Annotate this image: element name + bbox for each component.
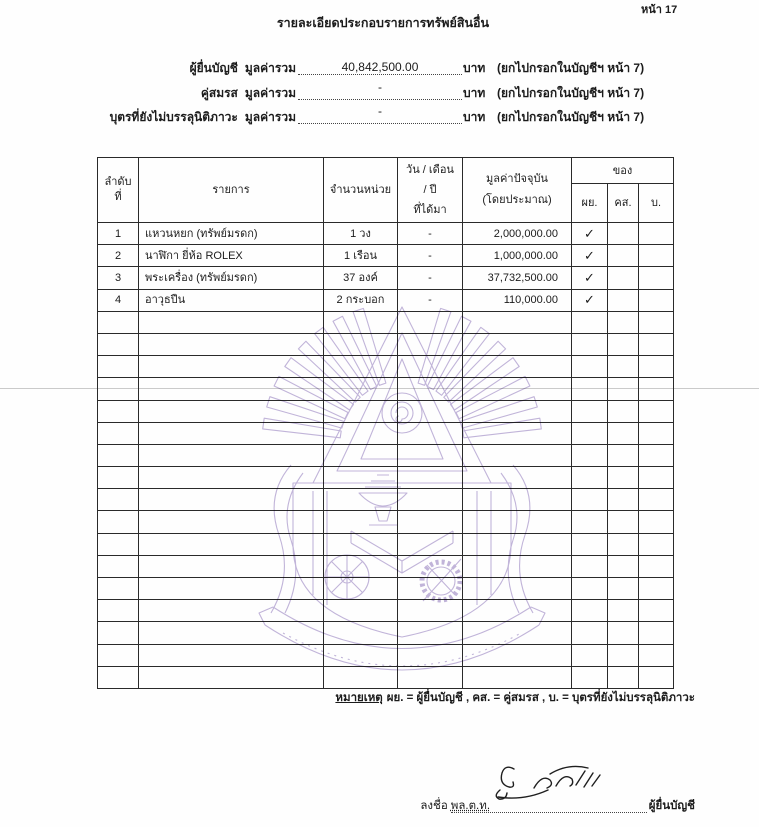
empty-cell (324, 644, 398, 666)
empty-cell (463, 422, 572, 444)
cell-item: นาฬิกา ยี่ห้อ ROLEX (139, 245, 324, 267)
empty-cell (463, 444, 572, 466)
empty-cell (324, 666, 398, 688)
header-owner-spouse: คส. (608, 184, 639, 223)
cell-quantity: 1 วง (324, 223, 398, 245)
handwritten-signature (490, 760, 605, 802)
total-value-field (298, 80, 462, 100)
empty-cell (139, 644, 324, 666)
cell-owner-child (639, 223, 674, 245)
empty-row (98, 644, 674, 666)
empty-cell (639, 422, 674, 444)
empty-cell (572, 533, 608, 555)
empty-cell (608, 444, 639, 466)
empty-cell (463, 644, 572, 666)
empty-cell (608, 666, 639, 688)
empty-cell (608, 511, 639, 533)
empty-cell (572, 444, 608, 466)
asset-row (98, 267, 674, 289)
cell-acquired-date: - (398, 223, 463, 245)
cell-no: 4 (98, 289, 139, 311)
holder-name: คู่สมรส (200, 86, 238, 100)
total-line-child (0, 104, 759, 128)
empty-cell (398, 356, 463, 378)
header-quantity (324, 158, 398, 223)
empty-cell (639, 533, 674, 555)
empty-cell (139, 511, 324, 533)
header-line: ที่ได้มา (413, 204, 447, 216)
empty-cell (572, 666, 608, 688)
empty-cell (98, 422, 139, 444)
empty-row (98, 400, 674, 422)
cell-owner-spouse (608, 289, 639, 311)
empty-cell (398, 311, 463, 333)
empty-cell (572, 511, 608, 533)
empty-cell (572, 644, 608, 666)
cell-owner-filer: ✓ (572, 245, 608, 267)
empty-cell (639, 333, 674, 355)
footnote-label: หมายเหตุ (335, 692, 383, 704)
empty-cell (572, 311, 608, 333)
empty-cell (639, 400, 674, 422)
total-holder-label (190, 61, 296, 75)
empty-cell (639, 511, 674, 533)
empty-cell (608, 600, 639, 622)
empty-cell (463, 333, 572, 355)
empty-cell (324, 511, 398, 533)
holder-name: บุตรที่ยังไม่บรรลุนิติภาวะ (109, 110, 238, 124)
empty-cell (608, 622, 639, 644)
empty-row (98, 356, 674, 378)
cell-no: 1 (98, 223, 139, 245)
empty-row (98, 555, 674, 577)
empty-cell (139, 600, 324, 622)
empty-cell (463, 511, 572, 533)
total-holder-label (110, 110, 296, 124)
empty-cell (463, 400, 572, 422)
empty-cell (139, 467, 324, 489)
empty-cell (324, 378, 398, 400)
empty-row (98, 467, 674, 489)
empty-cell (608, 533, 639, 555)
total-note: (ยกไปกรอกในบัญชีฯ หน้า 7) (497, 61, 645, 75)
empty-cell (398, 333, 463, 355)
empty-cell (463, 489, 572, 511)
total-note: (ยกไปกรอกในบัญชีฯ หน้า 7) (497, 86, 645, 100)
empty-cell (572, 489, 608, 511)
empty-cell (463, 622, 572, 644)
header-row (98, 158, 674, 184)
total-unit: บาท (463, 61, 486, 75)
asset-row (98, 289, 674, 311)
empty-cell (98, 555, 139, 577)
empty-cell (98, 444, 139, 466)
empty-cell (639, 578, 674, 600)
empty-cell (463, 600, 572, 622)
empty-cell (98, 378, 139, 400)
cell-owner-child (639, 245, 674, 267)
header-line: รายการ (212, 184, 250, 196)
sign-label: ลงชื่อ (420, 800, 448, 812)
cell-owner-filer: ✓ (572, 223, 608, 245)
empty-cell (608, 555, 639, 577)
document-title: รายละเอียดประกอบรายการทรัพย์สินอื่น (276, 16, 490, 30)
cell-owner-filer: ✓ (572, 289, 608, 311)
empty-cell (608, 378, 639, 400)
empty-row (98, 666, 674, 688)
header-line: วัน / เดือน (406, 164, 454, 176)
total-label: มูลค่ารวม (244, 110, 296, 124)
cell-acquired-date: - (398, 267, 463, 289)
total-value-field (298, 61, 462, 75)
empty-cell (639, 356, 674, 378)
empty-cell (398, 467, 463, 489)
empty-row (98, 489, 674, 511)
empty-cell (608, 333, 639, 355)
empty-row (98, 311, 674, 333)
empty-cell (139, 400, 324, 422)
empty-cell (398, 422, 463, 444)
cell-item: แหวนหยก (ทรัพย์มรดก) (139, 223, 324, 245)
empty-cell (324, 600, 398, 622)
empty-cell (463, 378, 572, 400)
empty-row (98, 378, 674, 400)
empty-cell (572, 400, 608, 422)
empty-cell (398, 622, 463, 644)
footnote-text: ผย. = ผู้ยื่นบัญชี , คส. = คู่สมรส , บ. = บุตรที่ยังไม่บรรลุนิติภาวะ (386, 692, 695, 704)
empty-cell (98, 489, 139, 511)
empty-cell (139, 622, 324, 644)
total-value: - (378, 80, 382, 94)
empty-cell (98, 356, 139, 378)
empty-cell (608, 467, 639, 489)
header-no (98, 158, 139, 223)
empty-cell (98, 333, 139, 355)
cell-acquired-date: - (398, 289, 463, 311)
empty-cell (98, 511, 139, 533)
empty-cell (572, 422, 608, 444)
empty-cell (572, 356, 608, 378)
empty-cell (639, 600, 674, 622)
asset-row (98, 223, 674, 245)
empty-cell (639, 467, 674, 489)
empty-cell (639, 555, 674, 577)
empty-cell (572, 555, 608, 577)
empty-cell (324, 333, 398, 355)
empty-cell (324, 489, 398, 511)
empty-cell (572, 333, 608, 355)
cell-current-value: 1,000,000.00 (463, 245, 572, 267)
empty-cell (398, 489, 463, 511)
cell-owner-spouse (608, 267, 639, 289)
header-line: จำนวนหน่วย (329, 184, 392, 196)
empty-cell (324, 400, 398, 422)
empty-row (98, 333, 674, 355)
empty-cell (324, 578, 398, 600)
empty-cell (572, 578, 608, 600)
empty-cell (398, 533, 463, 555)
total-line-spouse (0, 80, 759, 104)
empty-cell (139, 422, 324, 444)
cell-quantity: 1 เรือน (324, 245, 398, 267)
cell-quantity: 37 องค์ (324, 267, 398, 289)
total-line-filer (0, 61, 759, 79)
empty-cell (324, 555, 398, 577)
total-value: 40,842,500.00 (341, 60, 419, 74)
cell-current-value: 110,000.00 (463, 289, 572, 311)
empty-cell (98, 644, 139, 666)
empty-cell (398, 400, 463, 422)
empty-cell (608, 489, 639, 511)
empty-cell (139, 311, 324, 333)
page-number: หน้า 17 (641, 4, 678, 16)
empty-cell (139, 533, 324, 555)
cell-no: 2 (98, 245, 139, 267)
empty-cell (98, 533, 139, 555)
empty-row (98, 422, 674, 444)
empty-cell (608, 311, 639, 333)
empty-cell (98, 467, 139, 489)
empty-cell (139, 444, 324, 466)
empty-cell (639, 622, 674, 644)
header-item (139, 158, 324, 223)
empty-cell (463, 311, 572, 333)
empty-row (98, 622, 674, 644)
empty-cell (639, 666, 674, 688)
empty-cell (324, 533, 398, 555)
cell-current-value: 37,732,500.00 (463, 267, 572, 289)
empty-cell (572, 378, 608, 400)
cell-owner-spouse (608, 223, 639, 245)
empty-cell (139, 378, 324, 400)
cell-item: อาวุธปืน (139, 289, 324, 311)
signer-role: ผู้ยื่นบัญชี (648, 800, 695, 812)
empty-cell (639, 378, 674, 400)
header-current-value (463, 158, 572, 223)
empty-row (98, 533, 674, 555)
header-owner-child: บ. (639, 184, 674, 223)
empty-cell (324, 444, 398, 466)
empty-cell (639, 489, 674, 511)
empty-cell (639, 644, 674, 666)
cell-quantity: 2 กระบอก (324, 289, 398, 311)
empty-cell (398, 511, 463, 533)
empty-cell (98, 311, 139, 333)
header-line: ลำดับ (104, 176, 132, 188)
empty-cell (639, 311, 674, 333)
empty-cell (463, 533, 572, 555)
header-line: / ปี (423, 184, 437, 196)
empty-cell (572, 622, 608, 644)
empty-cell (98, 400, 139, 422)
asset-rows (98, 223, 674, 689)
empty-cell (463, 555, 572, 577)
empty-row (98, 444, 674, 466)
empty-cell (398, 644, 463, 666)
total-value-field (298, 104, 462, 124)
empty-cell (139, 489, 324, 511)
empty-cell (98, 600, 139, 622)
total-value: - (378, 104, 382, 118)
empty-cell (608, 400, 639, 422)
empty-row (98, 511, 674, 533)
empty-cell (398, 666, 463, 688)
cell-item: พระเครื่อง (ทรัพย์มรดก) (139, 267, 324, 289)
empty-row (98, 578, 674, 600)
cell-owner-filer: ✓ (572, 267, 608, 289)
header-line: มูลค่าปัจจุบัน (486, 173, 548, 185)
signer-title: พล.ต.ท. (450, 800, 491, 812)
footnote (335, 691, 695, 705)
header-owner-filer: ผย. (572, 184, 608, 223)
header-line: ของ (612, 164, 633, 177)
empty-cell (398, 378, 463, 400)
total-unit: บาท (463, 110, 486, 124)
total-label: มูลค่ารวม (244, 86, 296, 100)
header-line: ที่ (114, 191, 122, 203)
total-unit: บาท (463, 86, 486, 100)
cell-owner-child (639, 289, 674, 311)
empty-cell (139, 555, 324, 577)
header-owner (572, 158, 674, 184)
empty-cell (608, 578, 639, 600)
empty-cell (398, 578, 463, 600)
cell-owner-child (639, 267, 674, 289)
empty-row (98, 600, 674, 622)
empty-cell (324, 311, 398, 333)
empty-cell (572, 467, 608, 489)
empty-cell (324, 356, 398, 378)
empty-cell (139, 666, 324, 688)
empty-cell (398, 555, 463, 577)
empty-cell (608, 644, 639, 666)
cell-no: 3 (98, 267, 139, 289)
empty-cell (139, 333, 324, 355)
total-holder-label (201, 86, 296, 100)
cell-owner-spouse (608, 245, 639, 267)
empty-cell (639, 444, 674, 466)
signature-line (420, 799, 695, 813)
total-label: มูลค่ารวม (244, 61, 296, 75)
holder-name: ผู้ยื่นบัญชี (189, 61, 238, 75)
empty-cell (463, 578, 572, 600)
asset-row (98, 245, 674, 267)
header-line: (โดยประมาณ) (482, 194, 552, 206)
cell-current-value: 2,000,000.00 (463, 223, 572, 245)
empty-cell (463, 467, 572, 489)
cell-acquired-date: - (398, 245, 463, 267)
empty-cell (324, 422, 398, 444)
signature-field (451, 799, 647, 813)
empty-cell (98, 666, 139, 688)
empty-cell (463, 356, 572, 378)
empty-cell (98, 578, 139, 600)
empty-cell (98, 622, 139, 644)
empty-cell (324, 467, 398, 489)
header-acquired-date (398, 158, 463, 223)
empty-cell (139, 578, 324, 600)
asset-table (97, 157, 674, 689)
empty-cell (463, 666, 572, 688)
empty-cell (572, 600, 608, 622)
empty-cell (608, 422, 639, 444)
empty-cell (398, 600, 463, 622)
empty-cell (608, 356, 639, 378)
empty-cell (398, 444, 463, 466)
total-note: (ยกไปกรอกในบัญชีฯ หน้า 7) (497, 110, 645, 124)
empty-cell (324, 622, 398, 644)
empty-cell (139, 356, 324, 378)
